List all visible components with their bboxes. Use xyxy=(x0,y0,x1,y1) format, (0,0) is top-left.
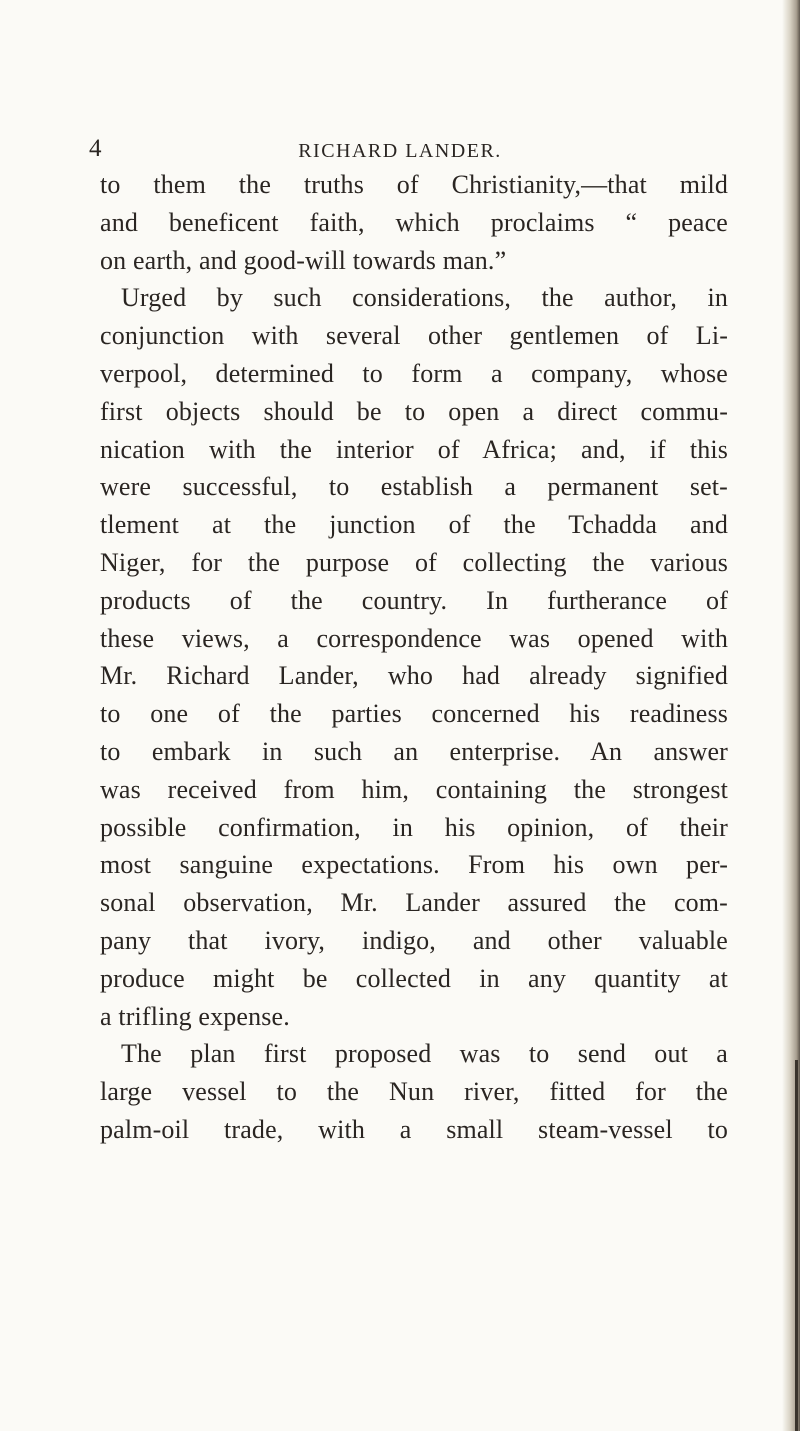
text-line: nication with the interior of Africa; and, if this xyxy=(100,434,728,464)
text-line: these views, a correspondence was opened with xyxy=(100,623,728,653)
page-number: 4 xyxy=(89,135,102,162)
text-line: conjunction with several other gentlemen of Li- xyxy=(100,321,728,351)
text-line: Niger, for the purpose of collecting the various xyxy=(100,547,728,577)
text-line: palm-oil trade, with a small steam-vessel to xyxy=(100,1114,728,1144)
text-line: The plan first proposed was to send out a xyxy=(121,1039,728,1069)
text-line: were successful, to establish a permanent set- xyxy=(100,472,728,502)
text-line: to them the truths of Christianity,—that mild xyxy=(100,170,728,199)
text-line: first objects should be to open a direct commu- xyxy=(100,396,728,426)
body-text xyxy=(100,166,728,1149)
text-line: tlement at the junction of the Tchadda and xyxy=(100,510,728,540)
text-line: pany that ivory, indigo, and other valuable xyxy=(100,925,728,955)
text-line: most sanguine expectations. From his own per- xyxy=(100,850,728,880)
text-line: products of the country. In furtherance of xyxy=(100,585,728,615)
text-line: produce might be collected in any quantity at xyxy=(100,963,728,993)
page-edge-line xyxy=(795,1060,798,1431)
page-header xyxy=(0,128,800,168)
text-line: verpool, determined to form a company, whose xyxy=(100,358,728,388)
text-line: and beneficent faith, which proclaims “ peace xyxy=(100,207,728,237)
text-line: was received from him, containing the strongest xyxy=(100,774,728,804)
text-line: to embark in such an enterprise. An answer xyxy=(100,736,728,766)
text-line: a trifling expense. xyxy=(100,1001,290,1031)
text-line: Mr. Richard Lander, who had already signified xyxy=(100,661,728,691)
running-head: RICHARD LANDER. xyxy=(298,140,502,162)
text-line: Urged by such considerations, the author, in xyxy=(121,283,728,313)
text-line: to one of the parties concerned his readiness xyxy=(100,699,728,729)
text-line: on earth, and good-will towards man.” xyxy=(100,245,507,275)
text-line: sonal observation, Mr. Lander assured the com- xyxy=(100,888,728,918)
text-line: large vessel to the Nun river, fitted for the xyxy=(100,1077,728,1107)
text-line: possible confirmation, in his opinion, of their xyxy=(100,812,728,842)
